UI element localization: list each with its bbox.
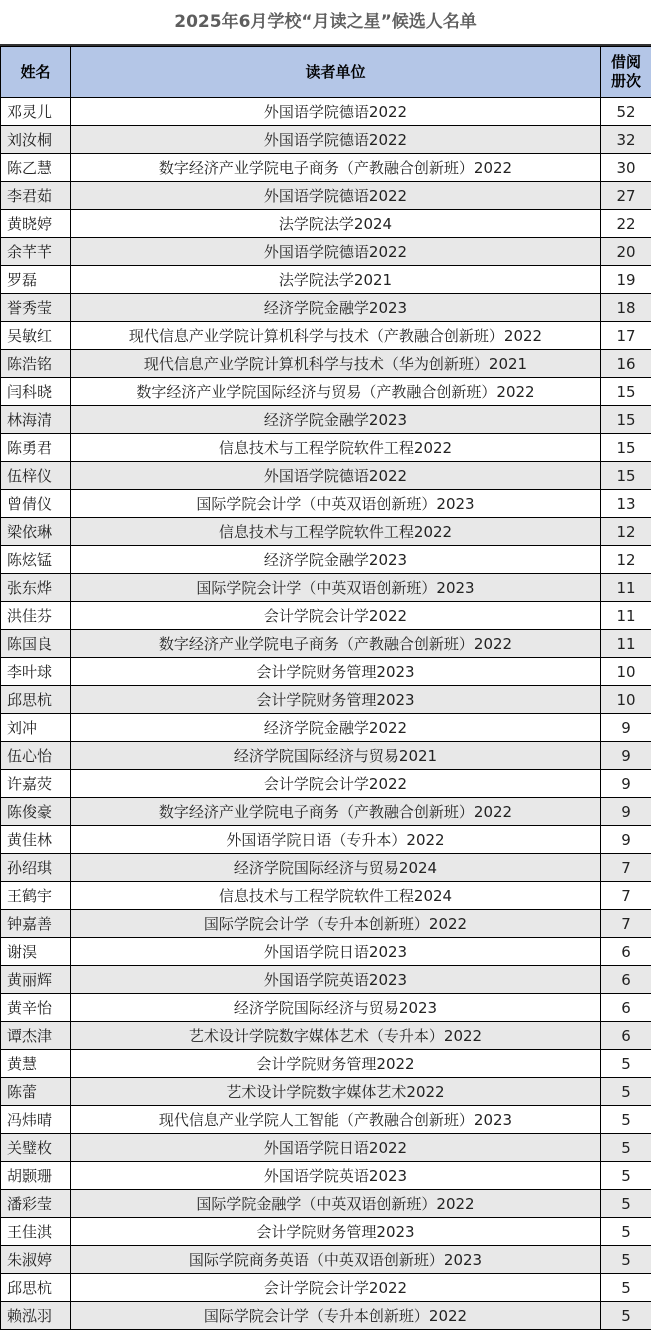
cell-name: 陈乙慧 bbox=[1, 154, 71, 182]
cell-unit: 现代信息产业学院人工智能（产教融合创新班）2023 bbox=[71, 1106, 601, 1134]
cell-unit: 会计学院会计学2022 bbox=[71, 602, 601, 630]
cell-count: 5 bbox=[601, 1302, 651, 1330]
cell-name: 谢淏 bbox=[1, 938, 71, 966]
table-row bbox=[1, 1302, 651, 1330]
table-row bbox=[1, 994, 651, 1022]
cell-name: 洪佳芬 bbox=[1, 602, 71, 630]
cell-name: 冯炜晴 bbox=[1, 1106, 71, 1134]
table-row bbox=[1, 882, 651, 910]
table-row bbox=[1, 602, 651, 630]
table-row bbox=[1, 1078, 651, 1106]
table-row bbox=[1, 238, 651, 266]
cell-name: 陈勇君 bbox=[1, 434, 71, 462]
cell-name: 关璧枚 bbox=[1, 1134, 71, 1162]
header-count-line1: 借阅 bbox=[601, 53, 651, 72]
cell-unit: 国际学院会计学（专升本创新班）2022 bbox=[71, 910, 601, 938]
cell-unit: 数字经济产业学院电子商务（产教融合创新班）2022 bbox=[71, 798, 601, 826]
cell-count: 30 bbox=[601, 154, 651, 182]
cell-unit: 会计学院财务管理2022 bbox=[71, 1050, 601, 1078]
cell-count: 20 bbox=[601, 238, 651, 266]
cell-count: 15 bbox=[601, 462, 651, 490]
cell-unit: 国际学院金融学（中英双语创新班）2022 bbox=[71, 1190, 601, 1218]
cell-count: 9 bbox=[601, 770, 651, 798]
cell-unit: 经济学院国际经济与贸易2023 bbox=[71, 994, 601, 1022]
cell-unit: 国际学院会计学（中英双语创新班）2023 bbox=[71, 574, 601, 602]
cell-count: 5 bbox=[601, 1190, 651, 1218]
cell-unit: 外国语学院德语2022 bbox=[71, 462, 601, 490]
cell-unit: 经济学院国际经济与贸易2021 bbox=[71, 742, 601, 770]
table-row bbox=[1, 518, 651, 546]
cell-unit: 外国语学院德语2022 bbox=[71, 238, 601, 266]
cell-count: 27 bbox=[601, 182, 651, 210]
table-row bbox=[1, 490, 651, 518]
cell-unit: 会计学院财务管理2023 bbox=[71, 1218, 601, 1246]
cell-unit: 会计学院财务管理2023 bbox=[71, 686, 601, 714]
cell-count: 11 bbox=[601, 630, 651, 658]
cell-count: 18 bbox=[601, 294, 651, 322]
cell-unit: 现代信息产业学院计算机科学与技术（华为创新班）2021 bbox=[71, 350, 601, 378]
cell-unit: 外国语学院日语2022 bbox=[71, 1134, 601, 1162]
cell-unit: 外国语学院德语2022 bbox=[71, 126, 601, 154]
cell-count: 11 bbox=[601, 574, 651, 602]
cell-name: 陈炫锰 bbox=[1, 546, 71, 574]
cell-name: 孙绍琪 bbox=[1, 854, 71, 882]
cell-count: 6 bbox=[601, 966, 651, 994]
cell-name: 黄晓婷 bbox=[1, 210, 71, 238]
cell-count: 7 bbox=[601, 910, 651, 938]
table-row bbox=[1, 742, 651, 770]
table-row bbox=[1, 182, 651, 210]
cell-count: 9 bbox=[601, 826, 651, 854]
table-row bbox=[1, 378, 651, 406]
cell-unit: 经济学院金融学2023 bbox=[71, 406, 601, 434]
candidate-table bbox=[0, 46, 651, 1330]
cell-unit: 数字经济产业学院电子商务（产教融合创新班）2022 bbox=[71, 154, 601, 182]
cell-unit: 经济学院国际经济与贸易2024 bbox=[71, 854, 601, 882]
table-row bbox=[1, 322, 651, 350]
cell-unit: 数字经济产业学院电子商务（产教融合创新班）2022 bbox=[71, 630, 601, 658]
cell-count: 5 bbox=[601, 1162, 651, 1190]
header-count-line2: 册次 bbox=[601, 72, 651, 91]
cell-unit: 外国语学院德语2022 bbox=[71, 182, 601, 210]
cell-count: 9 bbox=[601, 714, 651, 742]
table-row bbox=[1, 1050, 651, 1078]
cell-unit: 经济学院金融学2022 bbox=[71, 714, 601, 742]
cell-name: 黄辛怡 bbox=[1, 994, 71, 1022]
table-row bbox=[1, 966, 651, 994]
cell-unit: 外国语学院日语（专升本）2022 bbox=[71, 826, 601, 854]
table-row bbox=[1, 574, 651, 602]
cell-name: 邓灵儿 bbox=[1, 98, 71, 126]
cell-unit: 法学院法学2021 bbox=[71, 266, 601, 294]
cell-name: 陈国良 bbox=[1, 630, 71, 658]
header-name: 姓名 bbox=[1, 47, 71, 98]
table-row bbox=[1, 770, 651, 798]
cell-count: 6 bbox=[601, 994, 651, 1022]
cell-name: 黄佳林 bbox=[1, 826, 71, 854]
cell-name: 陈浩铭 bbox=[1, 350, 71, 378]
cell-unit: 艺术设计学院数字媒体艺术（专升本）2022 bbox=[71, 1022, 601, 1050]
cell-count: 52 bbox=[601, 98, 651, 126]
cell-count: 5 bbox=[601, 1246, 651, 1274]
table-row bbox=[1, 406, 651, 434]
cell-count: 5 bbox=[601, 1078, 651, 1106]
table-row bbox=[1, 434, 651, 462]
cell-name: 王鹤宇 bbox=[1, 882, 71, 910]
cell-name: 余芊芊 bbox=[1, 238, 71, 266]
table-row bbox=[1, 126, 651, 154]
cell-name: 朱淑婷 bbox=[1, 1246, 71, 1274]
cell-name: 闫科晓 bbox=[1, 378, 71, 406]
cell-unit: 国际学院商务英语（中英双语创新班）2023 bbox=[71, 1246, 601, 1274]
cell-count: 32 bbox=[601, 126, 651, 154]
table-row bbox=[1, 1022, 651, 1050]
cell-name: 刘汝桐 bbox=[1, 126, 71, 154]
header-unit: 读者单位 bbox=[71, 47, 601, 98]
cell-count: 5 bbox=[601, 1134, 651, 1162]
cell-count: 10 bbox=[601, 658, 651, 686]
cell-unit: 数字经济产业学院国际经济与贸易（产教融合创新班）2022 bbox=[71, 378, 601, 406]
table-row bbox=[1, 154, 651, 182]
cell-unit: 国际学院会计学（专升本创新班）2022 bbox=[71, 1302, 601, 1330]
cell-name: 李君茹 bbox=[1, 182, 71, 210]
cell-count: 7 bbox=[601, 854, 651, 882]
cell-name: 誉秀莹 bbox=[1, 294, 71, 322]
cell-unit: 信息技术与工程学院软件工程2022 bbox=[71, 518, 601, 546]
cell-count: 12 bbox=[601, 546, 651, 574]
table-row bbox=[1, 938, 651, 966]
table-body bbox=[1, 98, 651, 1330]
cell-name: 黄丽辉 bbox=[1, 966, 71, 994]
cell-count: 12 bbox=[601, 518, 651, 546]
cell-name: 黄慧 bbox=[1, 1050, 71, 1078]
cell-unit: 会计学院财务管理2023 bbox=[71, 658, 601, 686]
cell-name: 潘彩莹 bbox=[1, 1190, 71, 1218]
cell-unit: 经济学院金融学2023 bbox=[71, 294, 601, 322]
cell-name: 许嘉荧 bbox=[1, 770, 71, 798]
cell-count: 6 bbox=[601, 938, 651, 966]
cell-count: 7 bbox=[601, 882, 651, 910]
cell-name: 赖泓羽 bbox=[1, 1302, 71, 1330]
cell-name: 林海清 bbox=[1, 406, 71, 434]
table-row bbox=[1, 98, 651, 126]
cell-count: 5 bbox=[601, 1106, 651, 1134]
cell-count: 5 bbox=[601, 1050, 651, 1078]
table-row bbox=[1, 462, 651, 490]
cell-unit: 外国语学院德语2022 bbox=[71, 98, 601, 126]
cell-unit: 信息技术与工程学院软件工程2022 bbox=[71, 434, 601, 462]
cell-count: 19 bbox=[601, 266, 651, 294]
table-row bbox=[1, 686, 651, 714]
cell-unit: 经济学院金融学2023 bbox=[71, 546, 601, 574]
table-row bbox=[1, 266, 651, 294]
table-row bbox=[1, 910, 651, 938]
cell-count: 15 bbox=[601, 406, 651, 434]
header-count bbox=[601, 47, 651, 98]
cell-name: 张东烨 bbox=[1, 574, 71, 602]
table-row bbox=[1, 1274, 651, 1302]
cell-count: 5 bbox=[601, 1274, 651, 1302]
cell-unit: 外国语学院日语2023 bbox=[71, 938, 601, 966]
cell-name: 曾倩仪 bbox=[1, 490, 71, 518]
table-row bbox=[1, 546, 651, 574]
cell-count: 15 bbox=[601, 378, 651, 406]
cell-name: 陈俊豪 bbox=[1, 798, 71, 826]
cell-count: 15 bbox=[601, 434, 651, 462]
cell-unit: 会计学院会计学2022 bbox=[71, 770, 601, 798]
cell-unit: 信息技术与工程学院软件工程2024 bbox=[71, 882, 601, 910]
cell-name: 吴敏红 bbox=[1, 322, 71, 350]
table-row bbox=[1, 714, 651, 742]
cell-name: 刘冲 bbox=[1, 714, 71, 742]
table-row bbox=[1, 1134, 651, 1162]
table-row bbox=[1, 1106, 651, 1134]
table-row bbox=[1, 854, 651, 882]
table-row bbox=[1, 658, 651, 686]
cell-name: 罗磊 bbox=[1, 266, 71, 294]
cell-count: 22 bbox=[601, 210, 651, 238]
table-row bbox=[1, 826, 651, 854]
table-row bbox=[1, 350, 651, 378]
cell-name: 伍心怡 bbox=[1, 742, 71, 770]
cell-count: 9 bbox=[601, 742, 651, 770]
table-row bbox=[1, 1162, 651, 1190]
cell-count: 11 bbox=[601, 602, 651, 630]
cell-count: 10 bbox=[601, 686, 651, 714]
table-row bbox=[1, 210, 651, 238]
cell-count: 5 bbox=[601, 1218, 651, 1246]
cell-name: 胡颢珊 bbox=[1, 1162, 71, 1190]
cell-name: 邱思杭 bbox=[1, 1274, 71, 1302]
cell-count: 13 bbox=[601, 490, 651, 518]
cell-count: 17 bbox=[601, 322, 651, 350]
cell-unit: 国际学院会计学（中英双语创新班）2023 bbox=[71, 490, 601, 518]
table-row bbox=[1, 630, 651, 658]
cell-name: 谭杰津 bbox=[1, 1022, 71, 1050]
table-row bbox=[1, 1190, 651, 1218]
table-header-row bbox=[1, 47, 651, 98]
table-row bbox=[1, 294, 651, 322]
cell-count: 6 bbox=[601, 1022, 651, 1050]
table-row bbox=[1, 1218, 651, 1246]
cell-unit: 会计学院会计学2022 bbox=[71, 1274, 601, 1302]
cell-name: 邱思杭 bbox=[1, 686, 71, 714]
cell-unit: 现代信息产业学院计算机科学与技术（产教融合创新班）2022 bbox=[71, 322, 601, 350]
page-title: 2025年6月学校“月读之星”候选人名单 bbox=[0, 0, 651, 46]
cell-name: 伍梓仪 bbox=[1, 462, 71, 490]
cell-unit: 艺术设计学院数字媒体艺术2022 bbox=[71, 1078, 601, 1106]
cell-name: 梁依琳 bbox=[1, 518, 71, 546]
cell-count: 16 bbox=[601, 350, 651, 378]
table-row bbox=[1, 798, 651, 826]
table-row bbox=[1, 1246, 651, 1274]
cell-unit: 法学院法学2024 bbox=[71, 210, 601, 238]
cell-unit: 外国语学院英语2023 bbox=[71, 966, 601, 994]
cell-name: 李叶球 bbox=[1, 658, 71, 686]
cell-unit: 外国语学院英语2023 bbox=[71, 1162, 601, 1190]
cell-name: 王佳淇 bbox=[1, 1218, 71, 1246]
cell-count: 9 bbox=[601, 798, 651, 826]
cell-name: 钟嘉善 bbox=[1, 910, 71, 938]
cell-name: 陈蕾 bbox=[1, 1078, 71, 1106]
